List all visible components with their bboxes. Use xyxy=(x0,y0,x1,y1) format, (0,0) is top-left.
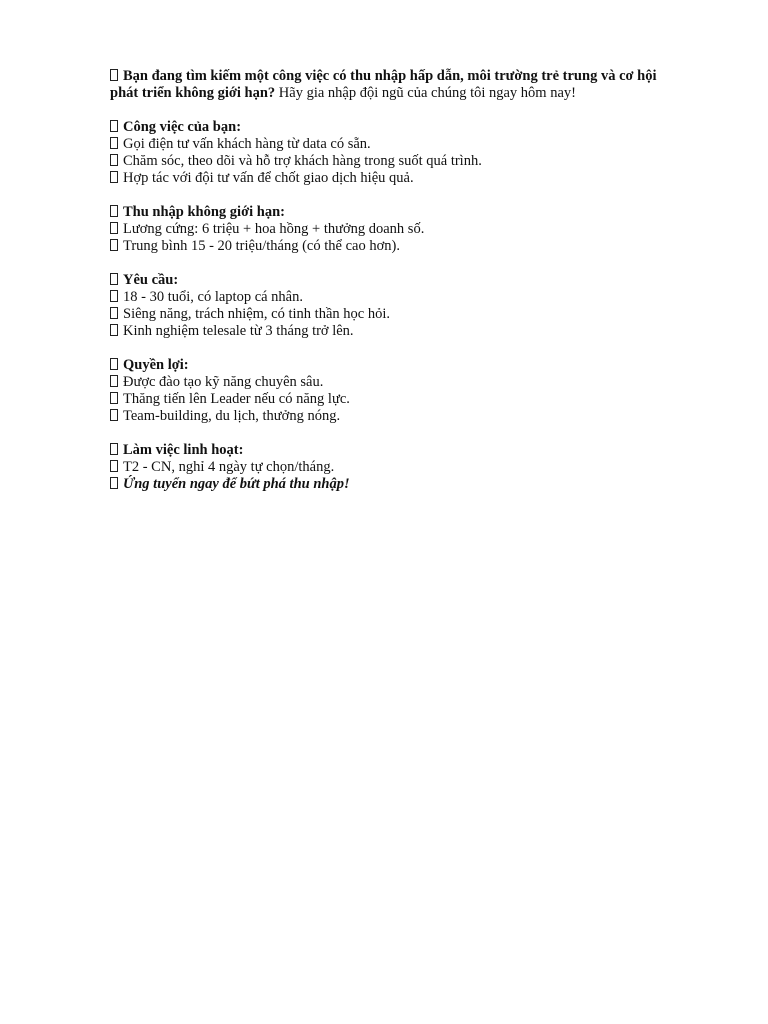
list-item: Chăm sóc, theo dõi và hỗ trợ khách hàng trong suốt quá trình. xyxy=(110,153,710,170)
list-item: Kinh nghiệm telesale từ 3 tháng trở lên. xyxy=(110,323,710,340)
missing-glyph-icon xyxy=(110,307,118,319)
missing-glyph-icon xyxy=(110,460,118,472)
missing-glyph-icon xyxy=(110,392,118,404)
section-job xyxy=(110,119,710,187)
intro-regular-text: Hãy gia nhập đội ngũ của chúng tôi ngay hôm nay! xyxy=(275,85,576,101)
list-item: Trung bình 15 - 20 triệu/tháng (có thể cao hơn). xyxy=(110,238,710,255)
list-item: Team-building, du lịch, thưởng nóng. xyxy=(110,408,710,425)
missing-glyph-icon xyxy=(110,205,118,217)
missing-glyph-icon xyxy=(110,120,118,132)
list-item: Gọi điện tư vấn khách hàng từ data có sẵn. xyxy=(110,136,710,153)
section-heading: Thu nhập không giới hạn: xyxy=(110,204,710,221)
missing-glyph-icon xyxy=(110,290,118,302)
list-item: Lương cứng: 6 triệu + hoa hồng + thưởng doanh số. xyxy=(110,221,710,238)
section-benefits xyxy=(110,357,710,425)
section-income xyxy=(110,204,710,255)
missing-glyph-icon xyxy=(110,154,118,166)
intro-paragraph xyxy=(110,68,710,102)
missing-glyph-icon xyxy=(110,239,118,251)
missing-glyph-icon xyxy=(110,69,118,81)
section-flexible-work xyxy=(110,442,710,493)
list-item: Siêng năng, trách nhiệm, có tinh thần học hỏi. xyxy=(110,306,710,323)
list-item: 18 - 30 tuổi, có laptop cá nhân. xyxy=(110,289,710,306)
intro-bold-text-1: Bạn đang tìm kiếm một công việc có thu nhập hấp dẫn, môi trường trẻ trung và cơ hội xyxy=(123,68,657,84)
missing-glyph-icon xyxy=(110,358,118,370)
missing-glyph-icon xyxy=(110,409,118,421)
section-heading: Làm việc linh hoạt: xyxy=(110,442,710,459)
document-page xyxy=(110,68,710,493)
intro-line-1 xyxy=(110,68,710,85)
section-heading: Công việc của bạn: xyxy=(110,119,710,136)
missing-glyph-icon xyxy=(110,324,118,336)
closing-line xyxy=(110,476,710,493)
section-heading: Yêu cầu: xyxy=(110,272,710,289)
intro-line-2 xyxy=(110,85,710,102)
closing-call-to-action: Ứng tuyển ngay để bứt phá thu nhập! xyxy=(123,476,350,492)
missing-glyph-icon xyxy=(110,375,118,387)
intro-bold-text-2: phát triển không giới hạn? xyxy=(110,85,276,101)
missing-glyph-icon xyxy=(110,273,118,285)
list-item: Thăng tiến lên Leader nếu có năng lực. xyxy=(110,391,710,408)
missing-glyph-icon xyxy=(110,443,118,455)
list-item: T2 - CN, nghỉ 4 ngày tự chọn/tháng. xyxy=(110,459,710,476)
missing-glyph-icon xyxy=(110,171,118,183)
list-item: Hợp tác với đội tư vấn để chốt giao dịch hiệu quả. xyxy=(110,170,710,187)
list-item: Được đào tạo kỹ năng chuyên sâu. xyxy=(110,374,710,391)
missing-glyph-icon xyxy=(110,137,118,149)
section-heading: Quyền lợi: xyxy=(110,357,710,374)
missing-glyph-icon xyxy=(110,222,118,234)
missing-glyph-icon xyxy=(110,477,118,489)
section-requirements xyxy=(110,272,710,340)
